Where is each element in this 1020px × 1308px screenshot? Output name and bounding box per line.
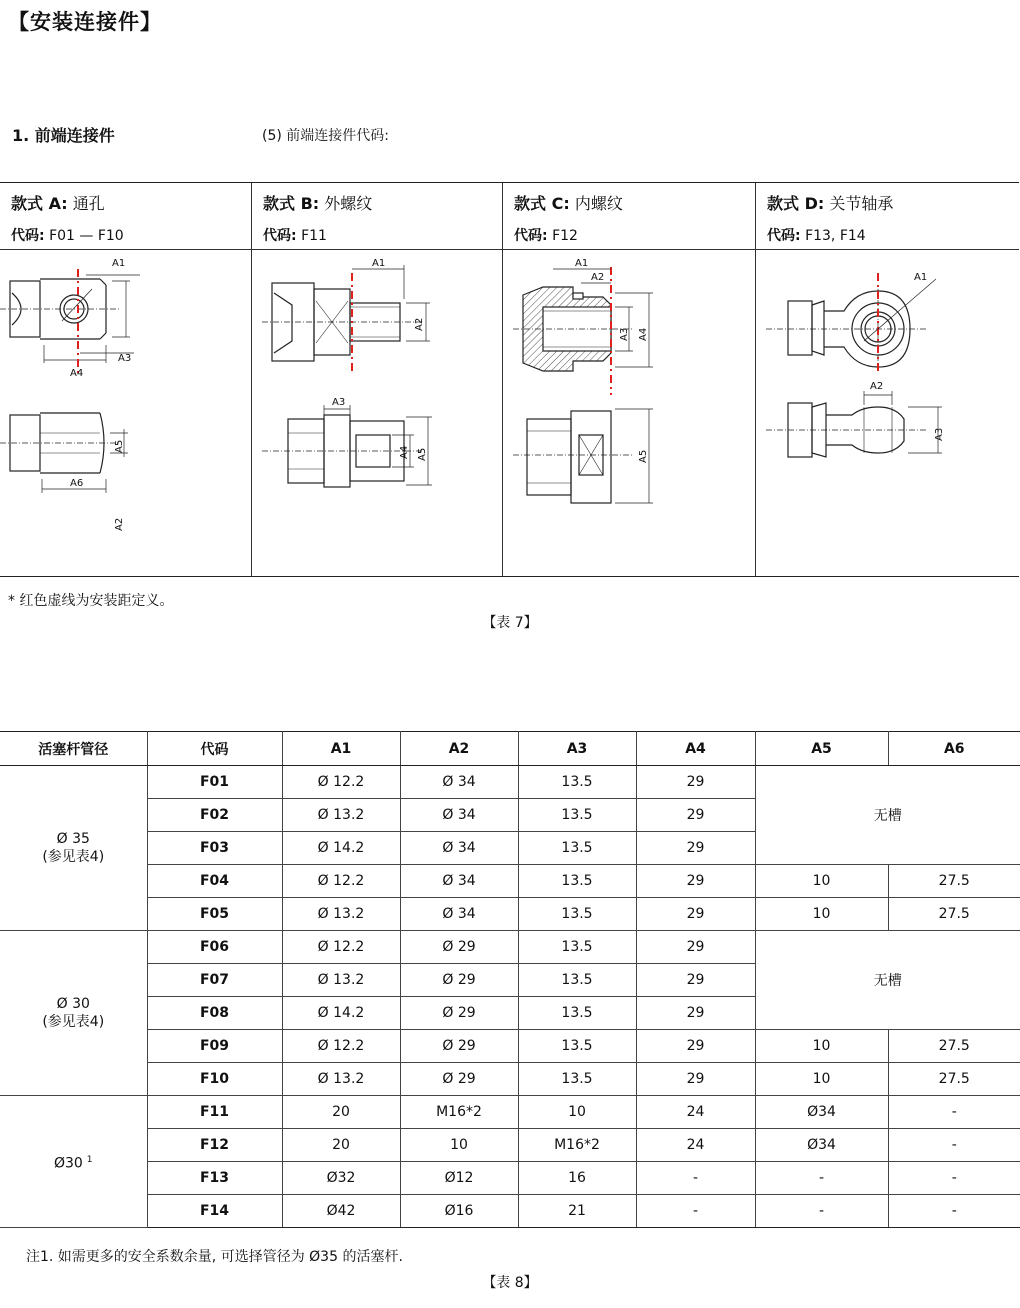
- a4-cell: 29: [636, 898, 755, 931]
- header-a4: A4: [636, 732, 755, 766]
- dim-a2: A2: [870, 381, 884, 392]
- header-a5: A5: [755, 732, 888, 766]
- a1-cell: Ø 13.2: [282, 964, 400, 997]
- a3-cell: 16: [518, 1162, 636, 1195]
- a1-cell: Ø 12.2: [282, 931, 400, 964]
- table-row: [0, 1129, 1020, 1162]
- table-header-row: [0, 732, 1020, 766]
- code-cell: F11: [147, 1096, 282, 1129]
- rod-size: Ø 35: [56, 831, 90, 847]
- code-cell: F03: [147, 832, 282, 865]
- dim-a2: A2: [114, 517, 125, 531]
- a6-cell: -: [888, 1096, 1020, 1129]
- style-a-code-label: 代码:: [11, 228, 45, 244]
- table8-caption: 【表 8】: [482, 1275, 538, 1291]
- table-row: [0, 1096, 1020, 1129]
- section-number: 1.: [12, 126, 30, 145]
- a3-cell: M16*2: [518, 1129, 636, 1162]
- table-row: [0, 1063, 1020, 1096]
- style-b-panel: [251, 183, 502, 576]
- a4-cell: 29: [636, 799, 755, 832]
- table-row: [0, 865, 1020, 898]
- style-d-header: [756, 183, 1019, 250]
- a5-cell: -: [755, 1162, 888, 1195]
- a6-cell: 27.5: [888, 1030, 1020, 1063]
- table-row: [0, 931, 1020, 964]
- a3-cell: 13.5: [518, 799, 636, 832]
- code-cell: F04: [147, 865, 282, 898]
- a3-cell: 13.5: [518, 997, 636, 1030]
- code-cell: F07: [147, 964, 282, 997]
- style-b-drawing: [252, 249, 503, 575]
- a1-cell: Ø32: [282, 1162, 400, 1195]
- dim-a3: A3: [619, 327, 630, 341]
- a2-cell: Ø16: [400, 1195, 518, 1228]
- dim-a2: A2: [591, 272, 605, 283]
- a3-cell: 13.5: [518, 964, 636, 997]
- a2-cell: Ø 29: [400, 931, 518, 964]
- a3-cell: 13.5: [518, 931, 636, 964]
- style-b-header: [252, 183, 502, 250]
- a2-cell: Ø 34: [400, 865, 518, 898]
- style-d-panel: [755, 183, 1019, 576]
- style-a-codes: F01 — F10: [49, 228, 124, 244]
- rod-cell: [0, 766, 147, 931]
- a4-cell: 29: [636, 997, 755, 1030]
- header-a1: A1: [282, 732, 400, 766]
- dim-a5: A5: [114, 439, 125, 453]
- style-d-code-label: 代码:: [767, 228, 801, 244]
- a4-cell: 24: [636, 1129, 755, 1162]
- rod-cell: [0, 1096, 147, 1228]
- code-cell: F05: [147, 898, 282, 931]
- a4-cell: -: [636, 1162, 755, 1195]
- a2-cell: Ø 34: [400, 799, 518, 832]
- a1-cell: Ø 13.2: [282, 1063, 400, 1096]
- a2-cell: Ø 34: [400, 832, 518, 865]
- dim-a1: A1: [914, 272, 928, 283]
- table7-note: * 红色虚线为安装距定义。: [8, 593, 174, 609]
- table-row: [0, 1030, 1020, 1063]
- page-title: 【安装连接件】: [8, 10, 162, 34]
- a1-cell: Ø 13.2: [282, 898, 400, 931]
- dim-a4: A4: [638, 327, 649, 341]
- table-row: [0, 898, 1020, 931]
- a4-cell: 29: [636, 1030, 755, 1063]
- dim-a1: A1: [372, 258, 386, 269]
- no-groove-cell: 无槽: [755, 931, 1020, 1030]
- a2-cell: Ø 29: [400, 964, 518, 997]
- a4-cell: 29: [636, 865, 755, 898]
- code-cell: F08: [147, 997, 282, 1030]
- table-row: [0, 1195, 1020, 1228]
- a6-cell: -: [888, 1129, 1020, 1162]
- code-cell: F13: [147, 1162, 282, 1195]
- a1-cell: 20: [282, 1129, 400, 1162]
- style-c-code-label: 代码:: [514, 228, 548, 244]
- header-code: 代码: [147, 732, 282, 766]
- a3-cell: 13.5: [518, 1030, 636, 1063]
- a1-cell: Ø 14.2: [282, 832, 400, 865]
- style-d-codes: F13, F14: [805, 228, 866, 244]
- a4-cell: 29: [636, 766, 755, 799]
- style-a-name: 通孔: [72, 194, 105, 213]
- a6-cell: 27.5: [888, 865, 1020, 898]
- a4-cell: 24: [636, 1096, 755, 1129]
- a4-cell: 29: [636, 964, 755, 997]
- a3-cell: 10: [518, 1096, 636, 1129]
- a3-cell: 13.5: [518, 1063, 636, 1096]
- style-a-header: [0, 183, 251, 250]
- a3-cell: 13.5: [518, 865, 636, 898]
- style-c-name: 内螺纹: [574, 194, 623, 213]
- a5-cell: Ø34: [755, 1129, 888, 1162]
- a2-cell: Ø12: [400, 1162, 518, 1195]
- header-a6: A6: [888, 732, 1020, 766]
- a1-cell: Ø 12.2: [282, 865, 400, 898]
- style-b-codes: F11: [301, 228, 327, 244]
- style-d-name: 关节轴承: [829, 194, 894, 213]
- rod-size: Ø30: [53, 1155, 83, 1172]
- code-cell: F14: [147, 1195, 282, 1228]
- a2-cell: Ø 34: [400, 766, 518, 799]
- dim-a1: A1: [575, 258, 589, 269]
- a3-cell: 13.5: [518, 766, 636, 799]
- code-cell: F12: [147, 1129, 282, 1162]
- a5-cell: 10: [755, 1063, 888, 1096]
- style-a-drawing: [0, 249, 251, 575]
- a4-cell: -: [636, 1195, 755, 1228]
- header-a3: A3: [518, 732, 636, 766]
- rod-size: Ø 30: [56, 996, 90, 1012]
- style-b-code-label: 代码:: [263, 228, 297, 244]
- code-cell: F01: [147, 766, 282, 799]
- a1-cell: 20: [282, 1096, 400, 1129]
- a3-cell: 13.5: [518, 832, 636, 865]
- a4-cell: 29: [636, 1063, 755, 1096]
- style-c-header: [503, 183, 755, 250]
- style-table: [0, 182, 1019, 577]
- a1-cell: Ø 12.2: [282, 766, 400, 799]
- rod-cell: [0, 931, 147, 1096]
- table-row: [0, 1162, 1020, 1195]
- a3-cell: 21: [518, 1195, 636, 1228]
- a5-cell: -: [755, 1195, 888, 1228]
- a6-cell: -: [888, 1162, 1020, 1195]
- a6-cell: -: [888, 1195, 1020, 1228]
- a6-cell: 27.5: [888, 1063, 1020, 1096]
- a1-cell: Ø 14.2: [282, 997, 400, 1030]
- a1-cell: Ø 13.2: [282, 799, 400, 832]
- a1-cell: Ø 12.2: [282, 1030, 400, 1063]
- a2-cell: Ø 29: [400, 997, 518, 1030]
- section-subtitle: (5) 前端连接件代码:: [262, 128, 389, 144]
- a4-cell: 29: [636, 832, 755, 865]
- a4-cell: 29: [636, 931, 755, 964]
- a5-cell: 10: [755, 1030, 888, 1063]
- a3-cell: 13.5: [518, 898, 636, 931]
- rod-note: (参见表4): [42, 849, 105, 865]
- style-d-label: 款式 D:: [767, 194, 825, 213]
- a2-cell: Ø 29: [400, 1030, 518, 1063]
- style-c-label: 款式 C:: [514, 194, 570, 213]
- table-row: [0, 766, 1020, 799]
- style-c-panel: [502, 183, 755, 576]
- header-rod: 活塞杆管径: [0, 732, 147, 766]
- section-title: [12, 123, 115, 146]
- style-b-label: 款式 B:: [263, 194, 320, 213]
- dim-a3: A3: [118, 353, 132, 364]
- a2-cell: 10: [400, 1129, 518, 1162]
- dim-a4: A4: [399, 445, 410, 459]
- a5-cell: Ø34: [755, 1096, 888, 1129]
- a2-cell: M16*2: [400, 1096, 518, 1129]
- style-c-codes: F12: [552, 228, 578, 244]
- style-b-name: 外螺纹: [324, 194, 373, 213]
- table7-caption: 【表 7】: [482, 615, 538, 631]
- dim-a2: A2: [414, 317, 425, 331]
- code-cell: F10: [147, 1063, 282, 1096]
- dim-a4: A4: [70, 368, 84, 379]
- section-title-text: 前端连接件: [34, 126, 115, 145]
- code-cell: F09: [147, 1030, 282, 1063]
- dim-a3: A3: [332, 397, 346, 408]
- header-a2: A2: [400, 732, 518, 766]
- style-a-label: 款式 A:: [11, 194, 68, 213]
- dim-a5: A5: [417, 447, 428, 461]
- rod-note: (参见表4): [42, 1014, 105, 1030]
- a2-cell: Ø 34: [400, 898, 518, 931]
- dim-a1: A1: [112, 258, 126, 269]
- style-a-panel: [0, 183, 251, 576]
- table8-note: 注1. 如需更多的安全系数余量, 可选择管径为 Ø35 的活塞杆.: [26, 1249, 403, 1265]
- dim-a6: A6: [70, 478, 84, 489]
- a5-cell: 10: [755, 898, 888, 931]
- code-cell: F02: [147, 799, 282, 832]
- footnote-marker: 1: [86, 1154, 93, 1165]
- dim-a3: A3: [934, 427, 945, 441]
- code-table: [0, 731, 1020, 1228]
- code-cell: F06: [147, 931, 282, 964]
- style-d-drawing: [756, 249, 1020, 575]
- no-groove-cell: 无槽: [755, 766, 1020, 865]
- a6-cell: 27.5: [888, 898, 1020, 931]
- a1-cell: Ø42: [282, 1195, 400, 1228]
- style-c-drawing: [503, 249, 756, 575]
- dim-a5: A5: [638, 449, 649, 463]
- a5-cell: 10: [755, 865, 888, 898]
- a2-cell: Ø 29: [400, 1063, 518, 1096]
